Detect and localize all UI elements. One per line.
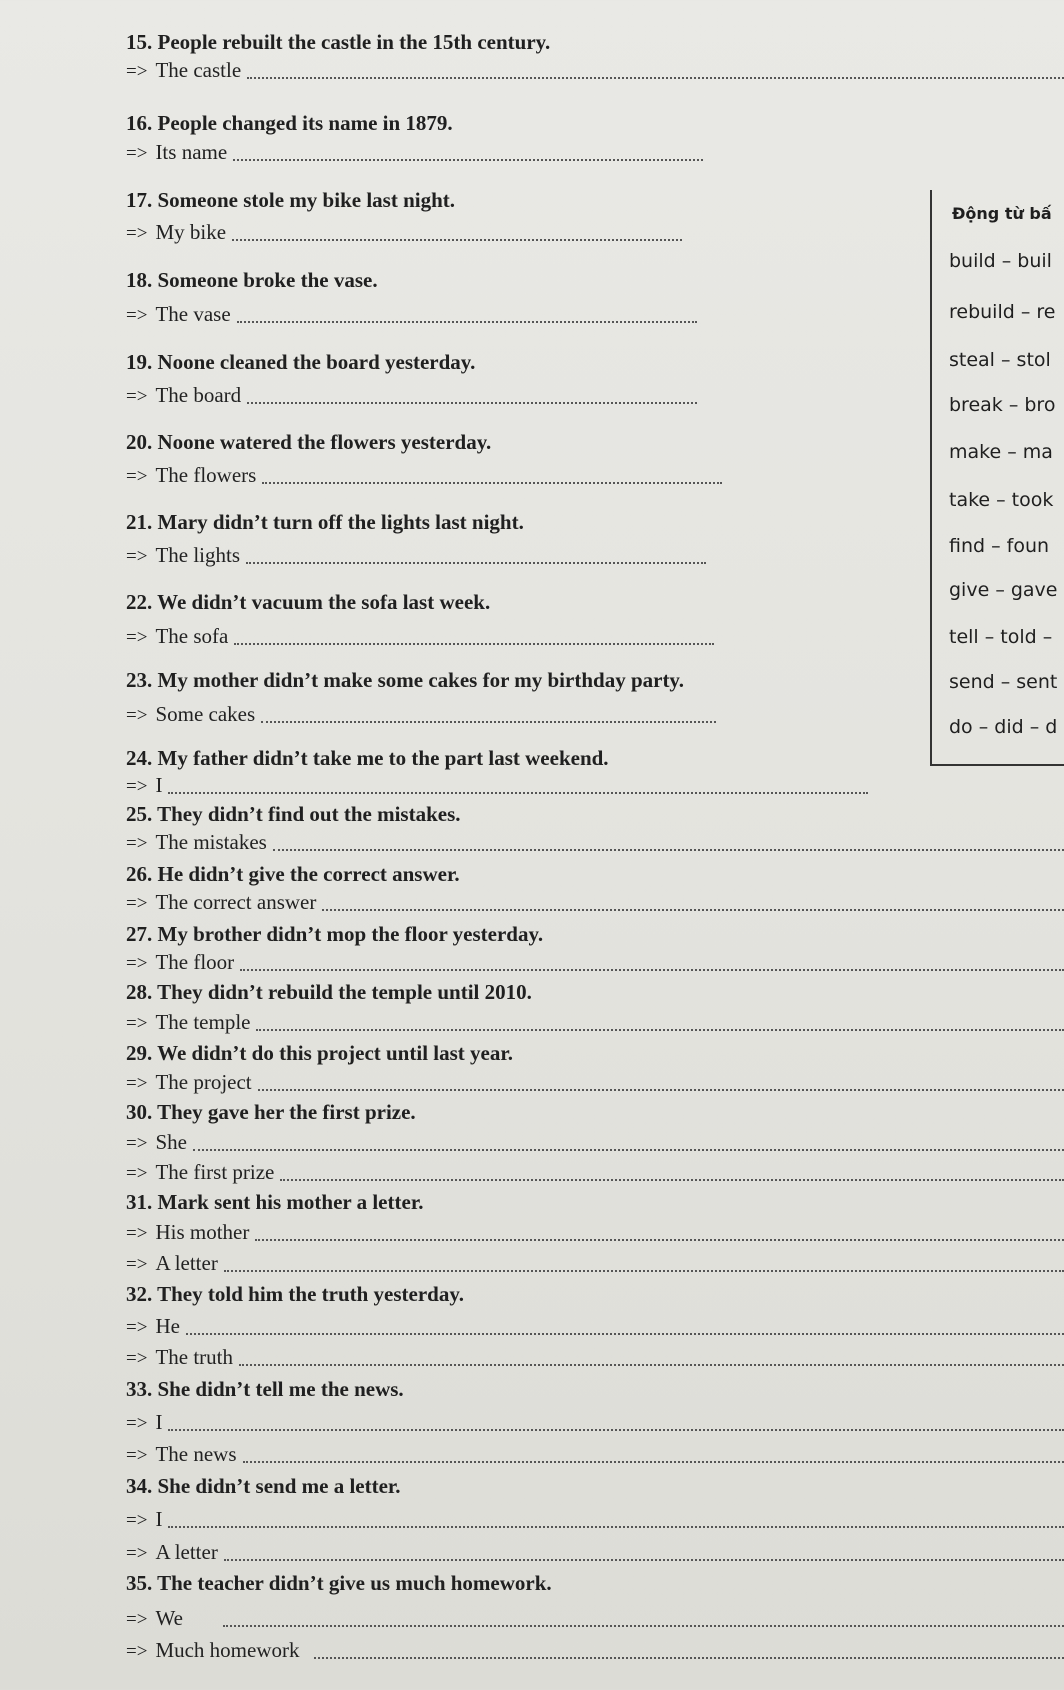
arrow-icon: => bbox=[126, 1445, 148, 1466]
verb-row: make – ma bbox=[949, 441, 1053, 463]
exercise-24-answer-line: => I bbox=[126, 773, 1064, 798]
answer-blank[interactable] bbox=[258, 1075, 1064, 1091]
arrow-icon: => bbox=[126, 305, 148, 326]
exercise-29-answer-line: => The project bbox=[126, 1070, 1064, 1095]
answer-blank[interactable] bbox=[239, 1350, 1064, 1366]
arrow-icon: => bbox=[126, 1133, 148, 1154]
verb-row: send – sent bbox=[949, 671, 1058, 693]
arrow-icon: => bbox=[126, 1254, 148, 1275]
exercise-21-sentence: 21. Mary didn’t turn off the lights last night. bbox=[126, 510, 524, 534]
exercise-29-sentence: 29. We didn’t do this project until last year. bbox=[126, 1041, 513, 1065]
exercise-34-answer-line-2: => A letter bbox=[126, 1540, 1064, 1565]
exercise-15-answer-line: => The castle bbox=[126, 58, 1064, 83]
exercise-28-answer-line: => The temple bbox=[126, 1010, 1064, 1035]
arrow-icon: => bbox=[126, 546, 148, 567]
exercise-19-sentence: 19. Noone cleaned the board yesterday. bbox=[126, 350, 476, 374]
verb-row: take – took bbox=[949, 489, 1054, 511]
exercise-20-answer-line: => The flowers bbox=[126, 463, 1064, 488]
answer-blank[interactable] bbox=[193, 1135, 1064, 1151]
verb-row: break – bro bbox=[949, 394, 1056, 416]
answer-blank[interactable] bbox=[168, 778, 868, 794]
answer-blank[interactable] bbox=[224, 1545, 1064, 1561]
arrow-icon: => bbox=[126, 1348, 148, 1369]
answer-blank[interactable] bbox=[168, 1512, 1064, 1528]
exercise-17-sentence: 17. Someone stole my bike last night. bbox=[126, 188, 456, 212]
arrow-icon: => bbox=[126, 1510, 148, 1531]
arrow-icon: => bbox=[126, 386, 148, 407]
verb-row: tell – told – bbox=[949, 626, 1053, 648]
answer-blank[interactable] bbox=[322, 895, 1064, 911]
exercise-31-sentence: 31. Mark sent his mother a letter. bbox=[126, 1190, 424, 1214]
answer-blank[interactable] bbox=[234, 629, 714, 645]
arrow-icon: => bbox=[126, 223, 148, 244]
arrow-icon: => bbox=[126, 1413, 148, 1434]
arrow-icon: => bbox=[126, 1317, 148, 1338]
verb-row: give – gave bbox=[949, 579, 1058, 601]
exercise-32-answer-line-2: => The truth bbox=[126, 1345, 1064, 1370]
answer-blank[interactable] bbox=[256, 1015, 1064, 1031]
answer-blank[interactable] bbox=[240, 955, 1064, 971]
verb-row: steal – stol bbox=[949, 349, 1051, 371]
exercise-24-sentence: 24. My father didn’t take me to the part last weekend. bbox=[126, 746, 609, 770]
answer-blank[interactable] bbox=[224, 1256, 1064, 1272]
exercise-16-sentence: 16. People changed its name in 1879. bbox=[126, 111, 453, 135]
exercise-31-answer-line-2: => A letter bbox=[126, 1251, 1064, 1276]
arrow-icon: => bbox=[126, 1073, 148, 1094]
exercise-17-answer-line: => My bike bbox=[126, 220, 1064, 245]
exercise-18-answer-line: => The vase bbox=[126, 302, 1064, 327]
exercise-30-answer-line-2: => The first prize bbox=[126, 1160, 1064, 1185]
arrow-icon: => bbox=[126, 61, 148, 82]
answer-blank[interactable] bbox=[237, 307, 697, 323]
exercise-35-sentence: 35. The teacher didn’t give us much homework. bbox=[126, 1571, 552, 1595]
answer-blank[interactable] bbox=[246, 548, 706, 564]
verb-row: build – buil bbox=[949, 250, 1052, 272]
answer-blank[interactable] bbox=[233, 145, 703, 161]
exercise-26-sentence: 26. He didn’t give the correct answer. bbox=[126, 862, 460, 886]
answer-blank[interactable] bbox=[255, 1225, 1064, 1241]
arrow-icon: => bbox=[126, 1223, 148, 1244]
verb-row: rebuild – re bbox=[949, 301, 1056, 323]
exercise-18-sentence: 18. Someone broke the vase. bbox=[126, 268, 378, 292]
exercise-19-answer-line: => The board bbox=[126, 383, 1064, 408]
answer-blank[interactable] bbox=[247, 388, 697, 404]
verb-row: do – did – d bbox=[949, 716, 1058, 738]
arrow-icon: => bbox=[126, 953, 148, 974]
arrow-icon: => bbox=[126, 627, 148, 648]
exercise-23-answer-line: => Some cakes bbox=[126, 702, 1064, 727]
answer-blank[interactable] bbox=[273, 835, 1064, 851]
exercise-33-answer-line-2: => The news bbox=[126, 1442, 1064, 1467]
exercise-34-sentence: 34. She didn’t send me a letter. bbox=[126, 1474, 401, 1498]
exercise-30-sentence: 30. They gave her the first prize. bbox=[126, 1100, 416, 1124]
exercise-35-answer-line-1: => We bbox=[126, 1606, 1064, 1631]
exercise-30-answer-line-1: => She bbox=[126, 1130, 1064, 1155]
answer-blank[interactable] bbox=[314, 1643, 1064, 1659]
arrow-icon: => bbox=[126, 776, 148, 797]
exercise-22-answer-line: => The sofa bbox=[126, 624, 1064, 649]
answer-blank[interactable] bbox=[243, 1447, 1064, 1463]
arrow-icon: => bbox=[126, 1641, 148, 1662]
answer-blank[interactable] bbox=[280, 1165, 1064, 1181]
arrow-icon: => bbox=[126, 466, 148, 487]
arrow-icon: => bbox=[126, 1609, 148, 1630]
arrow-icon: => bbox=[126, 893, 148, 914]
exercise-27-sentence: 27. My brother didn’t mop the floor yesterday. bbox=[126, 922, 544, 946]
answer-blank[interactable] bbox=[186, 1319, 1064, 1335]
exercise-21-answer-line: => The lights bbox=[126, 543, 1064, 568]
exercise-34-answer-line-1: => I bbox=[126, 1507, 1064, 1532]
exercise-20-sentence: 20. Noone watered the flowers yesterday. bbox=[126, 430, 492, 454]
exercise-31-answer-line-1: => His mother bbox=[126, 1220, 1064, 1245]
irregular-verb-table bbox=[930, 190, 1064, 766]
arrow-icon: => bbox=[126, 1013, 148, 1034]
verb-table-heading: Động từ bấ bbox=[952, 204, 1052, 223]
exercise-32-answer-line-1: => He bbox=[126, 1314, 1064, 1339]
exercise-15-sentence: 15. People rebuilt the castle in the 15th century. bbox=[126, 30, 551, 54]
arrow-icon: => bbox=[126, 833, 148, 854]
exercise-25-sentence: 25. They didn’t find out the mistakes. bbox=[126, 802, 461, 826]
exercise-27-answer-line: => The floor bbox=[126, 950, 1064, 975]
arrow-icon: => bbox=[126, 1543, 148, 1564]
exercise-32-sentence: 32. They told him the truth yesterday. bbox=[126, 1282, 464, 1306]
answer-blank[interactable] bbox=[223, 1611, 1064, 1627]
exercise-33-sentence: 33. She didn’t tell me the news. bbox=[126, 1377, 404, 1401]
answer-blank[interactable] bbox=[247, 63, 1064, 79]
exercise-25-answer-line: => The mistakes bbox=[126, 830, 1064, 855]
exercise-22-sentence: 22. We didn’t vacuum the sofa last week. bbox=[126, 590, 491, 614]
exercise-16-answer-line: => Its name bbox=[126, 140, 1064, 165]
exercise-26-answer-line: => The correct answer bbox=[126, 890, 1064, 915]
arrow-icon: => bbox=[126, 143, 148, 164]
answer-blank[interactable] bbox=[168, 1415, 1064, 1431]
arrow-icon: => bbox=[126, 705, 148, 726]
arrow-icon: => bbox=[126, 1163, 148, 1184]
exercise-23-sentence: 23. My mother didn’t make some cakes for my birthday party. bbox=[126, 668, 685, 692]
exercise-35-answer-line-2: => Much homework bbox=[126, 1638, 1064, 1663]
verb-row: find – foun bbox=[949, 535, 1050, 557]
exercise-28-sentence: 28. They didn’t rebuild the temple until 2010. bbox=[126, 980, 532, 1004]
answer-blank[interactable] bbox=[232, 225, 682, 241]
answer-blank[interactable] bbox=[261, 707, 716, 723]
answer-blank[interactable] bbox=[262, 468, 722, 484]
exercise-33-answer-line-1: => I bbox=[126, 1410, 1064, 1435]
